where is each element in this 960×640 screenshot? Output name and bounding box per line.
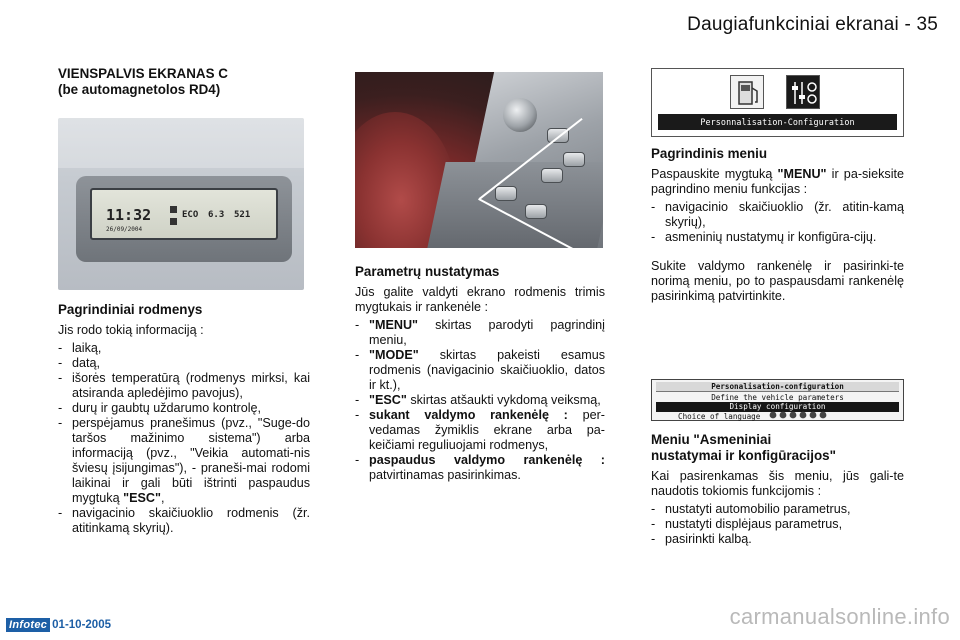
main-readings-list bbox=[58, 341, 310, 536]
list-item: - išorės temperatūrą (rodmenys mirksi, kai atsiranda apledėjimo pavojus), bbox=[58, 371, 310, 401]
personalisation-list bbox=[651, 502, 904, 547]
edition-date: 01-10-2005 bbox=[52, 619, 111, 631]
section-heading-line1: VIENSPALVIS EKRANAS C bbox=[58, 66, 228, 81]
list-item: - navigacinio skaičiuoklio rodmenis (žr. atitinkamą skyrių). bbox=[58, 506, 310, 536]
item-text: skirtas pakeisti esamus rodmenis (navigacinio skaičiuoklio, datos ir kt.), bbox=[369, 348, 605, 392]
display-date: 26/09/2004 bbox=[106, 226, 143, 233]
main-menu-list bbox=[651, 200, 904, 245]
control-buttons-photo bbox=[355, 72, 603, 248]
list-item: - asmeninių nustatymų ir konfigūra-cijų. bbox=[651, 230, 904, 245]
personalisation-title-line2: nustatymai ir konfigūracijos" bbox=[651, 448, 836, 463]
esc-tail: , bbox=[160, 491, 165, 505]
settings-intro: Jūs galite valdyti ekrano rodmenis trimis mygtukais ir rankenėle : bbox=[355, 285, 605, 314]
fuel-icon bbox=[170, 218, 177, 225]
list-item: - nustatyti displėjaus parametrus, bbox=[651, 517, 904, 532]
esc-button-icon bbox=[541, 168, 563, 183]
list-item bbox=[355, 348, 605, 393]
main-menu-screen bbox=[651, 68, 904, 137]
esc-label: "ESC" bbox=[123, 491, 161, 505]
footer bbox=[6, 618, 111, 632]
config-screen-title: Personalisation-configuration bbox=[656, 382, 899, 392]
display-value-1: ECO bbox=[182, 210, 199, 220]
list-item-text: perspėjamus pranešimus (pvz., "Suge-do taršos mažinimo sistema") arba informaciją (pvz., "Veikia automati-nis šviesų įsijungimas"), - praneši-mai rodomi laikinai ir gali būti ištrinti paspaudus mygtuką bbox=[72, 416, 310, 505]
flag-icons bbox=[769, 411, 843, 419]
item-text: patvirtinamas pasirinkimas. bbox=[369, 468, 521, 482]
list-item bbox=[355, 393, 605, 408]
list-item: - navigacinio skaičiuoklio (žr. atitin-kamą skyrių), bbox=[651, 200, 904, 230]
main-menu-selected-label: Personnalisation-Configuration bbox=[658, 114, 897, 130]
item-text: skirtas atšaukti vykdomą veiksmą, bbox=[406, 393, 601, 407]
button-icon bbox=[525, 204, 547, 219]
personalisation-intro: Kai pasirenkamas šis meniu, jūs gali-te naudotis tokiomis funkcijomis : bbox=[651, 469, 904, 498]
config-option-vehicle: Define the vehicle parameters bbox=[711, 393, 844, 402]
settings-list bbox=[355, 318, 605, 483]
list-item: - laiką, bbox=[58, 341, 310, 356]
display-time: 11:32 bbox=[106, 206, 152, 224]
button-icon bbox=[495, 186, 517, 201]
item-keyword: "MENU" bbox=[369, 318, 419, 332]
main-menu-title: Pagrindinis meniu bbox=[651, 146, 768, 161]
list-item: - pasirinkti kalbą. bbox=[651, 532, 904, 547]
trip-computer-icon bbox=[730, 75, 764, 109]
door-icon bbox=[170, 206, 177, 213]
settings-title: Parametrų nustatymas bbox=[355, 264, 500, 279]
config-option-display: Display configuration bbox=[656, 402, 899, 412]
fuel-pump-icon bbox=[731, 76, 765, 110]
sliders-icon bbox=[787, 76, 821, 110]
list-item: - durų ir gaubtų uždarumo kontrolę, bbox=[58, 401, 310, 416]
main-menu-section bbox=[651, 146, 904, 304]
mode-button-icon bbox=[563, 152, 585, 167]
display-value-2: 6.3 bbox=[208, 210, 225, 220]
lower-console bbox=[424, 162, 603, 248]
infotec-logo: Infotec bbox=[6, 618, 50, 632]
item-text: skirtas parodyti pagrindinį meniu, bbox=[369, 318, 605, 347]
language-flags-icon bbox=[769, 411, 843, 422]
settings-section bbox=[355, 264, 605, 483]
settings-icon bbox=[786, 75, 820, 109]
main-readings-intro: Jis rodo tokią informaciją : bbox=[58, 323, 204, 337]
column-1-heading bbox=[58, 66, 310, 98]
section-heading-line2: (be automagnetolos RD4) bbox=[58, 82, 221, 97]
item-text: per-vedamas žymiklis ekrane arba pa-keičiami reguliuojami rodmenys, bbox=[369, 408, 605, 452]
list-item bbox=[355, 408, 605, 453]
intro-text: ir pa-sieksite pagrindino meniu funkcijas : bbox=[651, 167, 905, 196]
config-option-language-label: Choice of language bbox=[678, 412, 761, 421]
configuration-screen bbox=[651, 379, 904, 421]
personalisation-section bbox=[651, 432, 904, 547]
main-readings-section bbox=[58, 302, 310, 536]
item-keyword: "ESC" bbox=[369, 393, 407, 407]
personalisation-title-line1: Meniu "Asmeniniai bbox=[651, 432, 772, 447]
dashboard-display-photo bbox=[58, 118, 304, 290]
list-item bbox=[58, 416, 310, 506]
item-keyword: paspaudus valdymo rankenėlę : bbox=[369, 453, 605, 467]
main-menu-outro: Sukite valdymo rankenėlę ir pasirinki-te norimą meniu, po to paspausdami rankenėlę pasirinkimą patvirtinkite. bbox=[651, 259, 904, 303]
list-item bbox=[355, 453, 605, 483]
watermark: carmanualsonline.info bbox=[729, 604, 950, 629]
menu-keyword: "MENU" bbox=[777, 167, 827, 181]
list-item: - nustatyti automobilio parametrus, bbox=[651, 502, 904, 517]
page-title: Daugiafunkciniai ekranai - 35 bbox=[687, 14, 938, 35]
item-keyword: "MODE" bbox=[369, 348, 419, 362]
list-item: - datą, bbox=[58, 356, 310, 371]
config-option-language bbox=[656, 411, 899, 421]
main-menu-intro bbox=[651, 167, 904, 197]
control-knob-icon bbox=[503, 98, 537, 132]
list-item bbox=[355, 318, 605, 348]
photo-highlight bbox=[58, 118, 304, 168]
main-readings-title: Pagrindiniai rodmenys bbox=[58, 302, 203, 317]
display-value-3: 521 bbox=[234, 210, 251, 220]
item-keyword: sukant valdymo rankenėlę : bbox=[369, 408, 568, 422]
intro-text: Paspauskite mygtuką bbox=[651, 167, 778, 181]
